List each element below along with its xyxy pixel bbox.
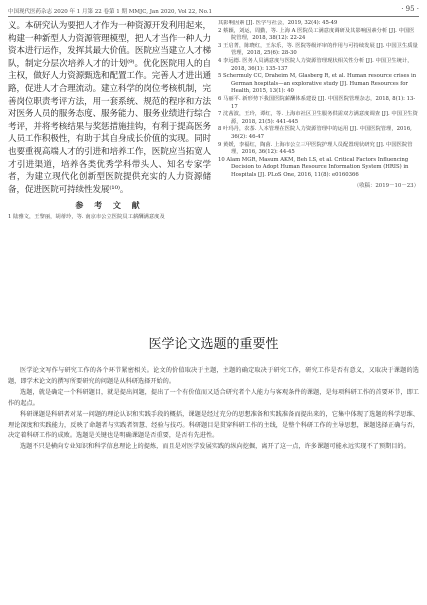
references-heading: 参 考 文 献 — [75, 200, 144, 211]
running-header — [8, 4, 419, 17]
article-paragraph: 选题不只是横向专业知识和科学信息理论上的提炼，而且是对医学发展实践的纵向挖掘，离开了这一点，许多课题可能永远实现不了预期目的。 — [20, 443, 410, 451]
reference-item: 2 蔡颖，刘运，周勤，等. 上海 A 医院员工满意度调研及其影响因素分析 [J]. 中国医院管理，2018, 38(12): 22-24 — [218, 27, 415, 42]
reference-item: 其影响因素 [J]. 医学与社会，2019, 32(4): 45-49 — [218, 20, 338, 26]
reference-item: 10 Alam MGR, Masum AKM, Beh LS, et al. Critical Factors Influencing Decision to Adopt Human Resource Information System (HRIS) in Hospitals [J]. PLoS One, 2016, 11(8): e0160366 — [218, 156, 409, 178]
sidebar-article — [8, 324, 419, 453]
right-column — [218, 20, 419, 310]
article-paragraph: 医学论文写作与研究工作的各个环节紧密相关。论文的价值取决于主题，主题的确定取决于研究工作，研究工作是否有意义，又取决于课题的选题，即学术论文的撰写所要研究的问题是从科研选择开始的。 — [8, 367, 419, 385]
page-number: · 95 · — [401, 5, 419, 13]
reference-item: 7 沈茜波，王玲，谭红，等. 上海市社区卫生服务供需双方满意度调查 [J]. 中国卫生资源，2018, 21(5): 441-445 — [218, 111, 418, 125]
reference-list — [8, 214, 211, 222]
reference-item: 3 王启菁，陈晓红，王东乐，等. 医院等级评审的作用与可持续发展 [J]. 中国卫生质量管理，2018, 25(6): 28-30 — [218, 42, 418, 57]
reference-item: 1 陆雅文，王黎丽，胡蒂玲，等. 南京市公立医院员工薪酬满意度及 — [8, 214, 165, 221]
reference-item: 5 Schermuly CC, Draheim M, Glasberg R, et al. Human resource crises in German hospitals—an explorative study [J]. Human Resources for Health, 2015, 13(1): 40 — [218, 73, 417, 95]
left-column — [8, 20, 211, 310]
journal-header: 中国现代医药杂志 2020 年 1 月第 22 卷第 1 期 MMJC, Jan 2020, Vol 22, No.1 — [8, 9, 213, 15]
reference-list-continued — [218, 20, 419, 179]
reference-item: 9 黄媛，李福红，陶茵. 上海市公立三甲医院护理人员配置现状研究 [J]. 中国医院管理，2016, 36(12): 44-45 — [218, 141, 413, 156]
article-title: 医学论文选题的重要性 — [148, 337, 279, 352]
reference-item: 4 李远德. 医务人员满意度与医院人力资源管理现状相关性分析 [J]. 中国卫生统计，2018, 36(1): 135-137 — [218, 57, 413, 72]
received-date: （收稿：2019－10－23） — [353, 183, 419, 190]
reference-item: 8 叶玛丹，农茶. 人本管理在医院人力资源管理中的运用 [J]. 中国医院管理，2016, 36(2): 46-47 — [218, 126, 412, 140]
body-paragraph: 义。本研究认为要把人才作为一种资源开发利用起来，构建一种新型人力资源管理模型，把人才当作一种人力资本进行运作，发挥其最大价值。医院应当建立人才梯队，制定分层次培养人才的计划⁽⁹⁾。优化医院用人的自主权，做好人力资源甄选和配置工作。完善人才进出通路，促进人才合理流动。建立科学的岗位考核机制，完善岗位职责考评方法，用一套系统、规范的程序和方法对医务人员的服务态度、服务能力、服务业绩进行综合考评，并将考核结果与奖惩措施挂钩，有利于提高医务人员工作积极性，有助于其自身成长价值的实现。同时也要重视高端人才的引进和培养工作，医院应当拓宽人才引进渠道，培养各类优秀学科带头人、知名专家学者，为建立现代化创新型医院提供充实的人力资源储备，促进医院可持续性发展⁽¹⁰⁾。 — [8, 21, 211, 195]
article-paragraph: 科研课题是科研者对某一问题的理论认识和实践手段的概括，课题是经过充分的思想准备和实践准备而提出来的，它集中体现了选题的科学思维、理论深度和实践能力，反映了命题者与实践者智慧、经验与技巧。科研题目是贯穿科研工作的主线，是整个科研工作的主导思想，课题选择正确与否，决定着科研工作的成败。选题是关键也是明确课题是否重要，是否有先进性。 — [8, 410, 419, 440]
reference-item: 6 马丽平. 新形势下我国医院薪酬体系建设 [J]. 中国医院管理杂志，2018, 8(1): 13-17 — [218, 95, 416, 110]
article-paragraph: 选题，就是确定一个科研题目，就是提出问题，提出了一个有价值而又适合研究者个人能力与客观条件的课题，是每项科研工作的首要环节，即工作的起点。 — [8, 388, 419, 407]
